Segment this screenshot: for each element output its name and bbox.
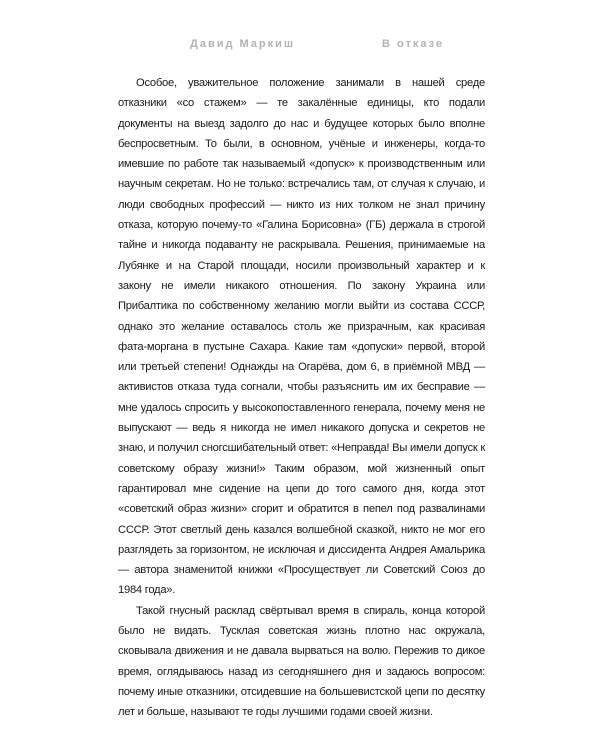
- body-text: [118, 73, 485, 723]
- running-head: [0, 38, 600, 58]
- paragraph-2: Такой гнусный расклад свёртывал время в спираль, конца которой было не видать. Тусклая советская жизнь плотно нас окружала, сковывала движения и не давала вырваться на волю. Пережив то дикое время, оглядываюсь назад из сегодняшнего дня и задаюсь вопросом: почему иные отказники, отсидевшие на большевистской цепи по десятку лет и больше, называют те годы лучшими годами своей жизни.: [118, 604, 485, 719]
- running-head-author: Давид Маркиш: [190, 38, 296, 50]
- paragraph-1: Особое, уважительное положение занимали в нашей среде отказники «со стажем» — те закалённые единицы, кто подали документы на выезд задолго до нас и будущее которых было вполне беспросветным. То были, в основном, учёные и инженеры, когда-то имевшие по работе так называемый «допуск» к производственным или научным секретам. Но не только: встречались там, от случая к случаю, и люди свободных профессий — никто из них толком не знал причину отказа, которую почему-то «Галина Борисовна» (ГБ) держала в строгой тайне и никогда подаванту не раскрывала. Решения, принимаемые на Лубянке и на Старой площади, носили произвольный характер и к закону не имели никакого отношения. По закону Украина или Прибалтика по собственному желанию могли выйти из состава СССР, однако это желание оставалось столь же призрачным, как красивая фата-моргана в пустыне Сахара. Какие там «допуски» первой, второй или третьей степени! Однажды на Огарёва, дом 6, в приёмной МВД — активистов отказа туда согнали, чтобы разъяснить им их бесправие — мне удалось спросить у высокопоставленного генерала, почему меня не выпускают — ведь я никогда не имел никакого допуска и секретов не знаю, и получил сногсшибательный ответ: «Неправда! Вы имели допуск к советскому образу жизни!» Таким образом, мой жизненный опыт гарантировал мне сидение на цепи до того самого дня, когда этот «советский образ жизни» сгорит и обратится в пепел под развалинами СССР. Этот светлый день казался волшебной сказкой, никто не мог его разглядеть за горизонтом, не исключая и диссидента Андрея Амальрика — автора знаменитой книжки «Просуществует ли Советский Союз до 1984 года».: [118, 77, 485, 597]
- running-head-book-title: В отказе: [382, 38, 445, 50]
